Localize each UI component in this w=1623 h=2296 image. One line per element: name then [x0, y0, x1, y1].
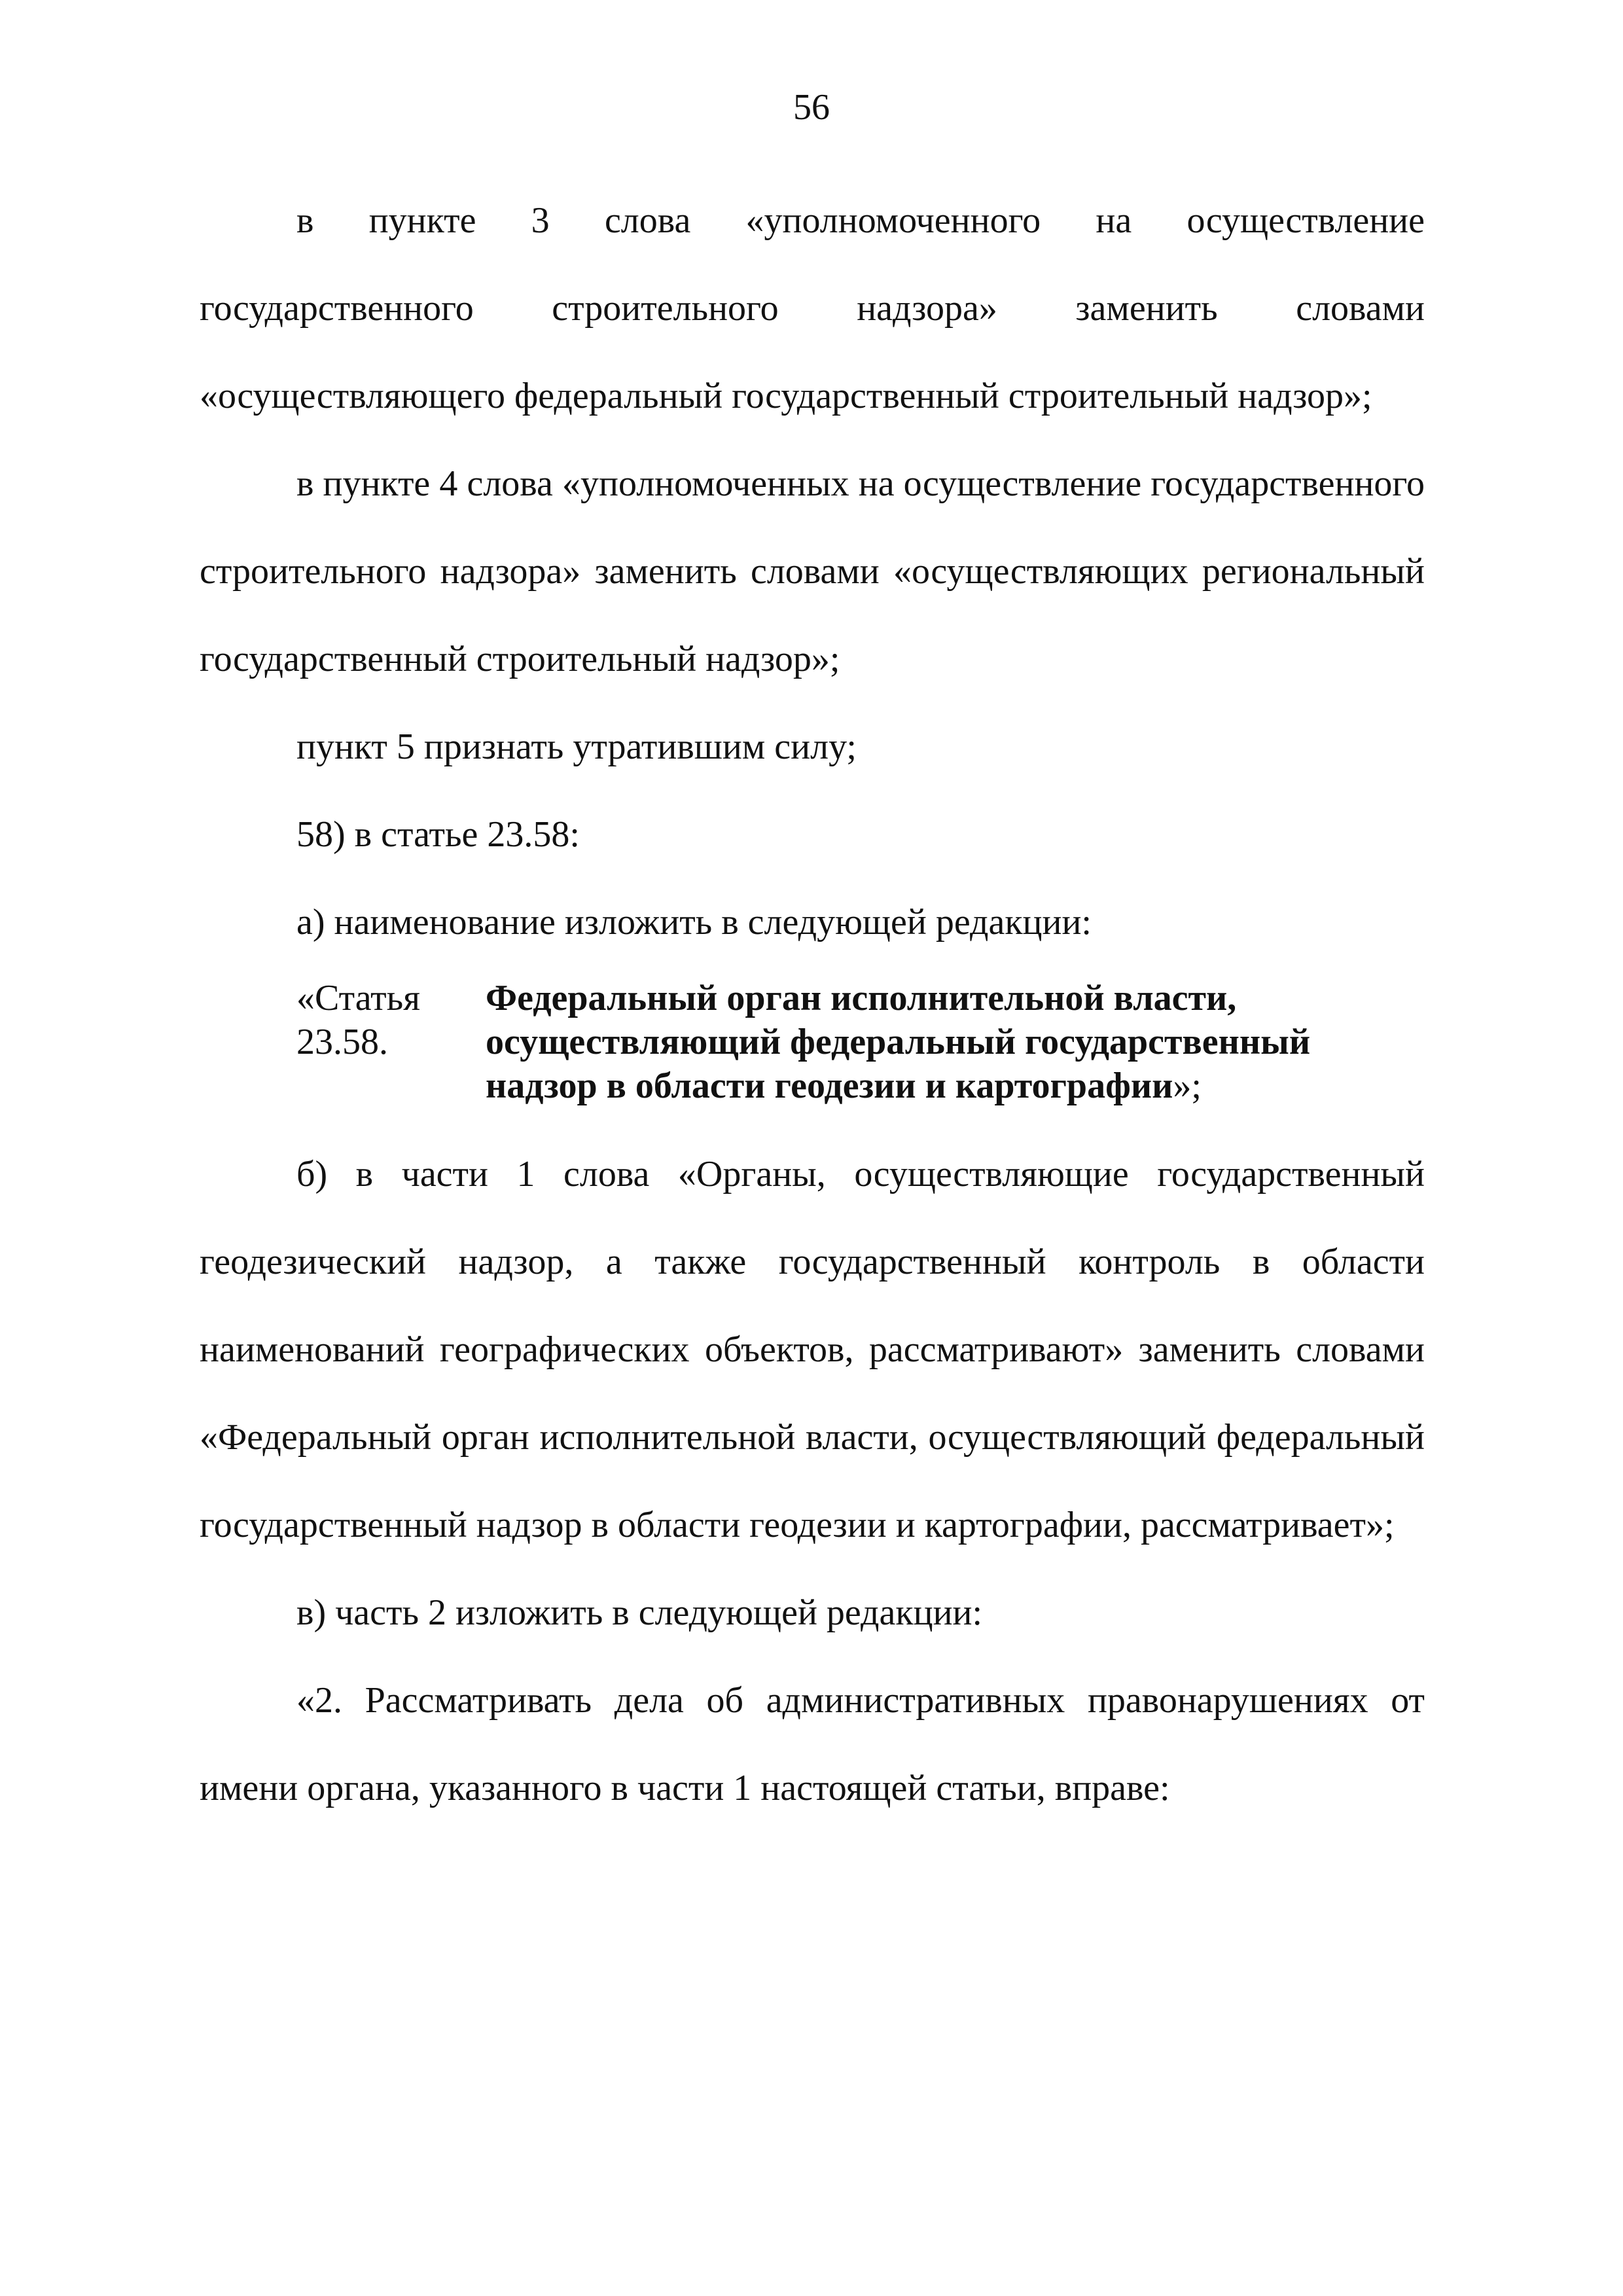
paragraph-article-58: 58) в статье 23.58:: [296, 814, 580, 855]
page-number: 56: [793, 87, 830, 128]
document-body: [200, 177, 1425, 1832]
paragraph-subitem-b: б) в части 1 слова «Органы, осуществляющие государственный геодезический надзор, а также государственный контроль в области наименований географических объектов, рассматривают» заменить словами «Федеральный орган исполнительной власти, осуществляющий федеральный государственный надзор в области геодезии и картографии, рассматривает»;: [200, 1154, 1425, 1545]
paragraph-subitem-v: в) часть 2 изложить в следующей редакции:: [296, 1592, 983, 1633]
article-title: [486, 977, 1336, 1108]
paragraph-item-3: в пункте 3 слова «уполномоченного на осуществление государственного строительного надзора» заменить словами «осуществляющего федеральный государственный строительный надзор»;: [200, 200, 1425, 416]
article-title-bold: Федеральный орган исполнительной власти, осуществляющий федеральный государственный надзор в области геодезии и картографии: [486, 978, 1311, 1106]
paragraph-part-2: «2. Рассматривать дела об административных правонарушениях от имени органа, указанного в части 1 настоящей статьи, вправе:: [200, 1680, 1425, 1808]
paragraph-subitem-a: а) наименование изложить в следующей редакции:: [296, 902, 1092, 942]
article-label: «Статья 23.58.: [296, 978, 420, 1062]
article-heading: [200, 977, 1425, 1108]
article-title-suffix: »;: [1173, 1066, 1202, 1106]
paragraph-item-4: в пункте 4 слова «уполномоченных на осуществление государственного строительного надзора» заменить словами «осуществляющих региональный государственный строительный надзор»;: [200, 463, 1425, 679]
paragraph-item-5: пункт 5 признать утратившим силу;: [296, 726, 857, 767]
